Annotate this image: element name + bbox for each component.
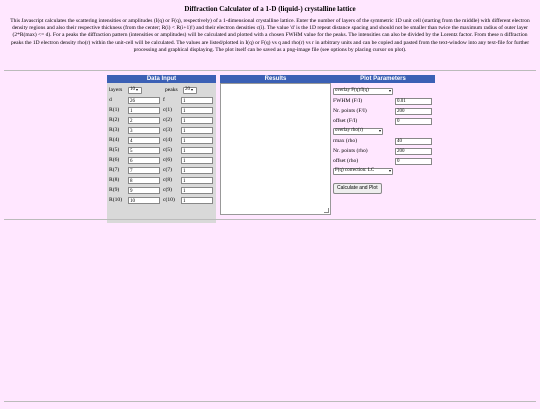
chevron-down-icon: ▾ xyxy=(191,87,194,92)
npoints-rho-label: Nr. points (rho) xyxy=(333,148,368,154)
data-input-header: Data Input xyxy=(107,75,216,83)
radius-label: R(7) xyxy=(109,167,120,173)
layer-row xyxy=(107,155,216,165)
peaks-select[interactable]: 20 ▾ xyxy=(183,87,197,94)
offset-fi-label: offset (F/I) xyxy=(333,118,358,124)
layers-label: layers xyxy=(109,87,123,93)
peaks-label: peaks xyxy=(165,87,178,93)
radius-input[interactable]: 1 xyxy=(128,107,160,114)
radius-input[interactable]: 9 xyxy=(128,187,160,194)
radius-input[interactable]: 8 xyxy=(128,177,160,184)
density-label: c(2) xyxy=(163,117,173,123)
density-label: c(1) xyxy=(163,107,173,113)
layer-row xyxy=(107,135,216,145)
radius-input[interactable]: 10 xyxy=(128,197,160,204)
radius-input[interactable]: 2 xyxy=(128,117,160,124)
offset-rho-input[interactable]: 0 xyxy=(395,158,432,165)
radius-input[interactable]: 3 xyxy=(128,127,160,134)
offset-rho-label: offset (rho) xyxy=(333,158,359,164)
density-input[interactable]: 1 xyxy=(181,117,213,124)
radius-input[interactable]: 4 xyxy=(128,137,160,144)
radius-label: R(4) xyxy=(109,137,120,143)
calculate-plot-button[interactable]: Calculate and Plot xyxy=(333,183,382,194)
density-label: c(8) xyxy=(163,177,173,183)
fwhm-input[interactable]: 0.01 xyxy=(395,98,432,105)
radius-label: R(9) xyxy=(109,187,120,193)
layer-row xyxy=(107,105,216,115)
radius-label: R(6) xyxy=(109,157,120,163)
page-description: This Javascript calculates the scattering intensities or amplitudes (I(q) or F(q), respectively) of a 1-dimensional crystalline lattice. Enter the number of layers of the symmetric 1D unit cell (starting from the middle) with different electron density regions and also their respective thickness (from the center; R(i) < R(i+1)!) and their electron densities c(i). The value 'd' is the 1D repeat distance spacing and should not be smaller than twice the maximum radius of outer layer (2*R(max) <= d). For a peaks the diffraction pattern (intensities or amplitudes) will be calculated and plotted with a chosen FWHM value for the peaks. The intensities can also be divided by the Lorentz factor. From these n diffraction peaks the 1D electron density rho(r) within the unit-cell will be calculated. The values are listed/plotted in I(q) or F(q) vs q and rho(r) vs r in arbitrary units and can be copied and pasted from the text-window into any text-file for further processing and graphical displaying. The plot itself can be saved as a png-image file (see options by placing cursor on plot). xyxy=(10,18,530,53)
plot-parameters-panel xyxy=(331,75,435,194)
density-input[interactable]: 1 xyxy=(181,137,213,144)
f-label: f xyxy=(163,97,165,103)
rmax-input[interactable]: 40 xyxy=(395,138,432,145)
radius-label: R(1) xyxy=(109,107,120,113)
radius-label: R(5) xyxy=(109,147,120,153)
radius-label: R(10) xyxy=(109,197,123,203)
page-title: Diffraction Calculator of a 1-D (liquid-) crystalline lattice xyxy=(184,5,356,13)
density-input[interactable]: 1 xyxy=(181,177,213,184)
offset-fi-input[interactable]: 0 xyxy=(395,118,432,125)
results-textarea[interactable] xyxy=(220,83,331,215)
npoints-fi-label: Nr. points (F/I) xyxy=(333,108,367,114)
layer-row xyxy=(107,175,216,185)
layers-peaks-row xyxy=(107,85,216,95)
chevron-down-icon: ▾ xyxy=(388,168,391,173)
rmax-label: rmax (rho) xyxy=(333,138,358,144)
chevron-down-icon: ▾ xyxy=(136,87,139,92)
d-input[interactable]: 26 xyxy=(128,97,160,104)
radius-label: R(3) xyxy=(109,127,120,133)
d-f-row xyxy=(107,95,216,105)
divider-bottom xyxy=(4,401,536,402)
density-label: c(6) xyxy=(163,157,173,163)
divider-top xyxy=(4,70,536,71)
density-input[interactable]: 1 xyxy=(181,167,213,174)
npoints-rho-input[interactable]: 200 xyxy=(395,148,432,155)
data-input-panel xyxy=(107,75,216,223)
density-label: c(5) xyxy=(163,147,173,153)
results-panel xyxy=(220,75,331,215)
density-label: c(9) xyxy=(163,187,173,193)
correction-select[interactable]: F(q) correction: LC ▾ xyxy=(335,168,391,173)
resize-grip-icon[interactable] xyxy=(324,208,329,213)
radius-input[interactable]: 5 xyxy=(128,147,160,154)
density-label: c(7) xyxy=(163,167,173,173)
npoints-fi-input[interactable]: 200 xyxy=(395,108,432,115)
radius-label: R(8) xyxy=(109,177,120,183)
layer-row xyxy=(107,165,216,175)
density-input[interactable]: 1 xyxy=(181,197,213,204)
density-label: c(3) xyxy=(163,127,173,133)
chevron-down-icon: ▾ xyxy=(378,128,381,133)
density-input[interactable]: 1 xyxy=(181,147,213,154)
density-input[interactable]: 1 xyxy=(181,107,213,114)
f-input[interactable]: 1 xyxy=(181,97,213,104)
layer-row xyxy=(107,185,216,195)
layers-select[interactable]: 10 ▾ xyxy=(128,87,142,94)
d-label: d xyxy=(109,97,112,103)
results-header: Results xyxy=(220,75,331,83)
layer-row xyxy=(107,195,216,205)
radius-input[interactable]: 7 xyxy=(128,167,160,174)
overlay-fq-select[interactable]: overlay F(q)/I(q) ▾ xyxy=(335,88,391,93)
divider-middle xyxy=(4,219,536,220)
layer-row xyxy=(107,125,216,135)
density-label: c(10) xyxy=(163,197,175,203)
chevron-down-icon: ▾ xyxy=(388,88,391,93)
density-input[interactable]: 1 xyxy=(181,157,213,164)
radius-label: R(2) xyxy=(109,117,120,123)
density-input[interactable]: 1 xyxy=(181,127,213,134)
plot-parameters-header: Plot Parameters xyxy=(331,75,435,83)
density-input[interactable]: 1 xyxy=(181,187,213,194)
layer-row xyxy=(107,145,216,155)
overlay-rho-select[interactable]: overlay rho(r) ▾ xyxy=(335,128,381,133)
layer-row xyxy=(107,115,216,125)
radius-input[interactable]: 6 xyxy=(128,157,160,164)
fwhm-label: FWHM (F/I) xyxy=(333,98,363,104)
density-label: c(4) xyxy=(163,137,173,143)
